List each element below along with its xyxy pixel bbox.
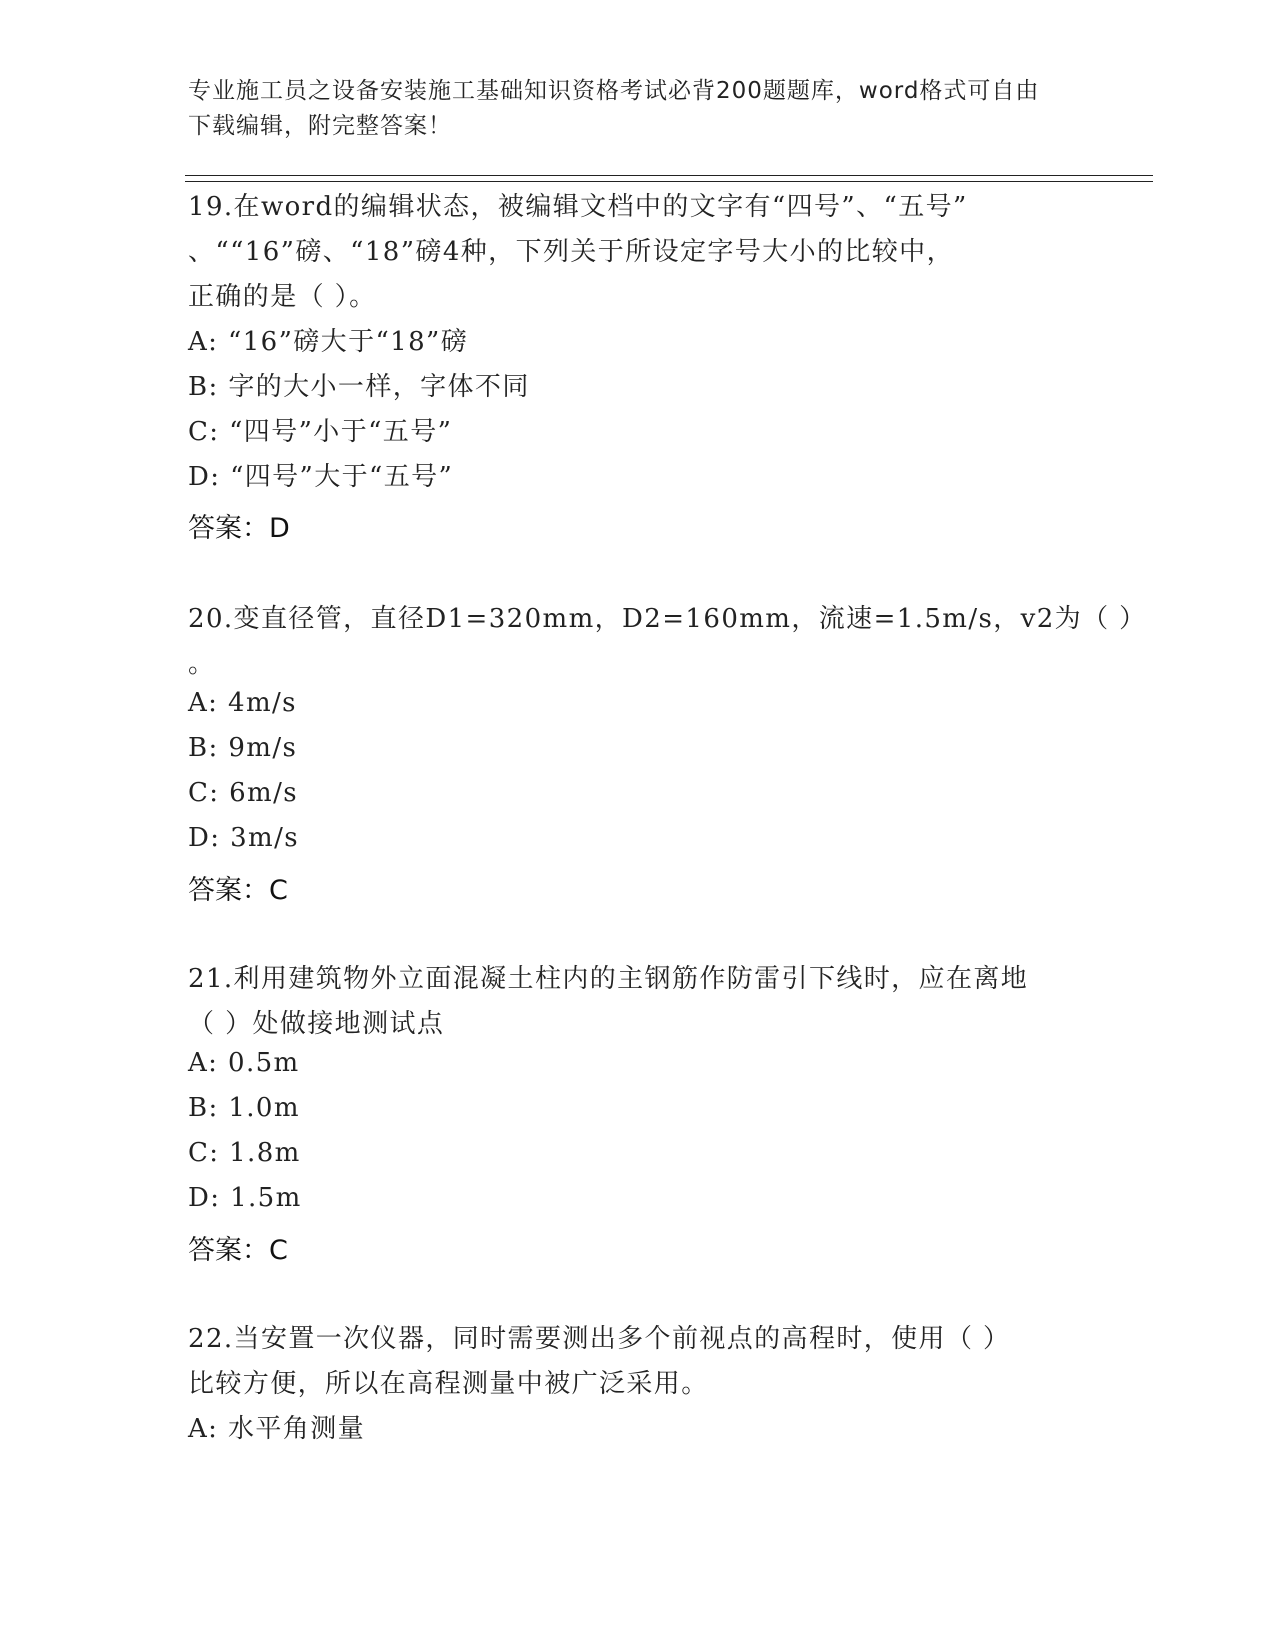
question-22-option-a: A: 水平角测量 [188,1414,366,1444]
question-20-option-a: A: 4m/s [188,688,297,718]
question-19-option-d: D: “四号”大于“五号” [188,462,454,492]
question-20-option-b: B: 9m/s [188,733,298,763]
question-20-option-d: D: 3m/s [188,823,299,853]
question-19-option-b: B: 字的大小一样，字体不同 [188,372,530,402]
question-19-stem-line-3: 正确的是（ ）。 [188,282,377,312]
question-21-option-b: B: 1.0m [188,1093,300,1123]
header-line-1: 专业施工员之设备安装施工基础知识资格考试必背200题题库，word格式可自由 [188,78,1040,104]
question-21-option-a: A: 0.5m [188,1048,300,1078]
question-19-option-a: A: “16”磅大于“18”磅 [188,327,469,357]
question-20-option-c: C: 6m/s [188,778,299,808]
question-19-answer: 答案：D [188,513,290,544]
question-21-answer: 答案：C [188,1235,288,1266]
question-21-stem-line-2: （ ）处做接地测试点 [188,1009,445,1039]
question-20-stem-line-2: 。 [188,649,216,679]
question-22-stem-line-1: 22.当安置一次仪器，同时需要测出多个前视点的高程时，使用（ ） [188,1324,1011,1354]
question-19-stem-line-2: 、““16”磅、“18”磅4种，下列关于所设定字号大小的比较中， [188,237,954,267]
question-20-stem-line-1: 20.变直径管，直径D1=320mm，D2=160mm，流速=1.5m/s，v2为（ ） [188,604,1147,634]
document-header [188,74,1088,144]
question-21-stem-line-1: 21.利用建筑物外立面混凝土柱内的主钢筋作防雷引下线时，应在离地 [188,964,1029,994]
question-19-stem-line-1: 19.在word的编辑状态，被编辑文档中的文字有“四号”、“五号” [188,192,968,222]
header-line-2: 下载编辑，附完整答案！ [188,113,452,139]
question-19-option-c: C: “四号”小于“五号” [188,417,453,447]
question-22-stem-line-2: 比较方便，所以在高程测量中被广泛采用。 [188,1369,709,1399]
header-divider-top [185,175,1153,176]
header-divider-bottom [185,181,1153,182]
question-20-answer: 答案：C [188,875,288,906]
question-21-option-c: C: 1.8m [188,1138,301,1168]
question-21-option-d: D: 1.5m [188,1183,302,1213]
